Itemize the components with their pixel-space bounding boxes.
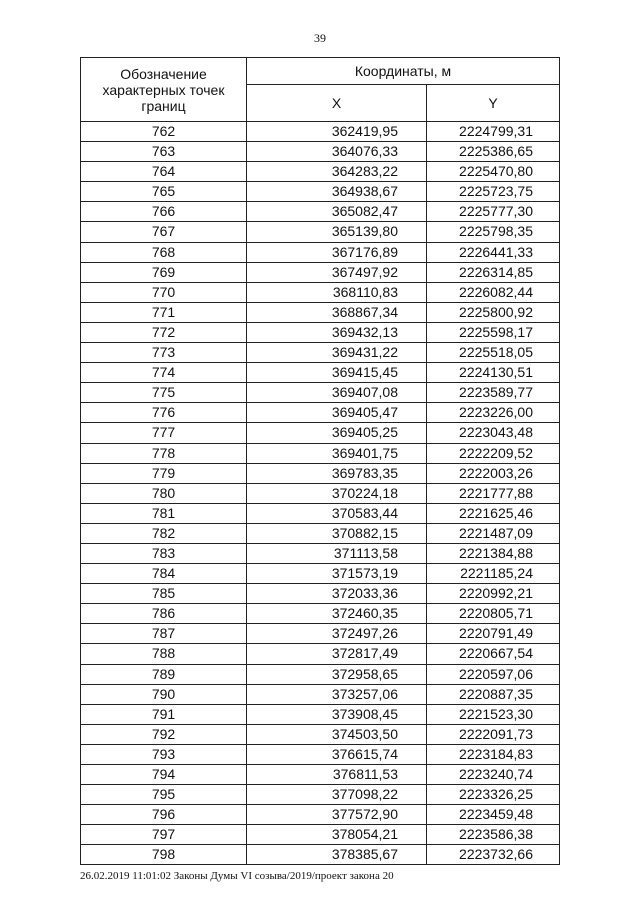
y-cell: 2223586,38 <box>427 825 560 845</box>
point-cell: 775 <box>81 383 247 403</box>
point-cell: 781 <box>81 503 247 523</box>
point-cell: 776 <box>81 403 247 423</box>
x-cell: 372817,49 <box>247 644 427 664</box>
y-cell: 2224130,51 <box>427 363 560 383</box>
x-cell: 364076,33 <box>247 142 427 162</box>
coordinates-table <box>80 57 560 865</box>
x-cell: 374503,50 <box>247 724 427 744</box>
point-cell: 793 <box>81 744 247 764</box>
y-cell: 2222209,52 <box>427 443 560 463</box>
x-cell: 369783,35 <box>247 463 427 483</box>
table-row <box>81 724 560 744</box>
table-row <box>81 584 560 604</box>
point-cell: 788 <box>81 644 247 664</box>
x-cell: 369405,47 <box>247 403 427 423</box>
point-cell: 782 <box>81 523 247 543</box>
y-cell: 2226082,44 <box>427 282 560 302</box>
y-cell: 2221625,46 <box>427 503 560 523</box>
x-cell: 364283,22 <box>247 162 427 182</box>
x-cell: 369401,75 <box>247 443 427 463</box>
point-cell: 795 <box>81 785 247 805</box>
header-x-label: X <box>247 85 427 122</box>
x-cell: 377572,90 <box>247 805 427 825</box>
x-cell: 372958,65 <box>247 664 427 684</box>
table-row <box>81 604 560 624</box>
table-row <box>81 182 560 202</box>
table-row <box>81 744 560 764</box>
x-cell: 365082,47 <box>247 202 427 222</box>
table-row <box>81 322 560 342</box>
table-row <box>81 785 560 805</box>
table-row <box>81 503 560 523</box>
x-cell: 368110,83 <box>247 282 427 302</box>
x-cell: 367497,92 <box>247 262 427 282</box>
point-cell: 792 <box>81 724 247 744</box>
table-row <box>81 483 560 503</box>
y-cell: 2223226,00 <box>427 403 560 423</box>
x-cell: 370583,44 <box>247 503 427 523</box>
y-cell: 2223326,25 <box>427 785 560 805</box>
y-cell: 2220597,06 <box>427 664 560 684</box>
table-row <box>81 403 560 423</box>
point-cell: 798 <box>81 845 247 865</box>
x-cell: 371573,19 <box>247 564 427 584</box>
y-cell: 2225800,92 <box>427 302 560 322</box>
point-cell: 780 <box>81 483 247 503</box>
table-row <box>81 383 560 403</box>
table-row <box>81 122 560 142</box>
table-row <box>81 142 560 162</box>
y-cell: 2221487,09 <box>427 523 560 543</box>
y-cell: 2220992,21 <box>427 584 560 604</box>
y-cell: 2222003,26 <box>427 463 560 483</box>
point-cell: 797 <box>81 825 247 845</box>
y-cell: 2225470,80 <box>427 162 560 182</box>
point-cell: 768 <box>81 242 247 262</box>
y-cell: 2221523,30 <box>427 704 560 724</box>
table-row <box>81 443 560 463</box>
x-cell: 376615,74 <box>247 744 427 764</box>
point-cell: 764 <box>81 162 247 182</box>
y-cell: 2223043,48 <box>427 423 560 443</box>
x-cell: 368867,34 <box>247 302 427 322</box>
y-cell: 2222091,73 <box>427 724 560 744</box>
y-cell: 2221384,88 <box>427 543 560 563</box>
x-cell: 377098,22 <box>247 785 427 805</box>
point-cell: 783 <box>81 543 247 563</box>
point-cell: 791 <box>81 704 247 724</box>
x-cell: 364938,67 <box>247 182 427 202</box>
point-cell: 785 <box>81 584 247 604</box>
y-cell: 2224799,31 <box>427 122 560 142</box>
table-body <box>81 122 560 865</box>
point-cell: 771 <box>81 302 247 322</box>
table-row <box>81 162 560 182</box>
y-cell: 2223240,74 <box>427 765 560 785</box>
y-cell: 2225598,17 <box>427 322 560 342</box>
y-cell: 2225777,30 <box>427 202 560 222</box>
x-cell: 373257,06 <box>247 684 427 704</box>
table-row <box>81 463 560 483</box>
point-cell: 773 <box>81 343 247 363</box>
point-cell: 787 <box>81 624 247 644</box>
y-cell: 2223184,83 <box>427 744 560 764</box>
x-cell: 376811,53 <box>247 765 427 785</box>
table-row <box>81 423 560 443</box>
header-point-label: Обозначение характерных точек границ <box>81 58 247 122</box>
point-cell: 774 <box>81 363 247 383</box>
point-cell: 777 <box>81 423 247 443</box>
point-cell: 789 <box>81 664 247 684</box>
x-cell: 369431,22 <box>247 343 427 363</box>
point-cell: 790 <box>81 684 247 704</box>
page-number: 39 <box>314 31 326 45</box>
x-cell: 378054,21 <box>247 825 427 845</box>
table-row <box>81 282 560 302</box>
y-cell: 2225518,05 <box>427 343 560 363</box>
table-row <box>81 684 560 704</box>
y-cell: 2223589,77 <box>427 383 560 403</box>
header-coords-label: Координаты, м <box>247 58 560 85</box>
y-cell: 2220667,54 <box>427 644 560 664</box>
point-cell: 769 <box>81 262 247 282</box>
table-row <box>81 302 560 322</box>
x-cell: 378385,67 <box>247 845 427 865</box>
table-row <box>81 704 560 724</box>
y-cell: 2223732,66 <box>427 845 560 865</box>
point-cell: 794 <box>81 765 247 785</box>
table-row <box>81 242 560 262</box>
point-cell: 762 <box>81 122 247 142</box>
y-cell: 2220805,71 <box>427 604 560 624</box>
point-cell: 763 <box>81 142 247 162</box>
y-cell: 2221185,24 <box>427 564 560 584</box>
point-cell: 786 <box>81 604 247 624</box>
y-cell: 2220791,49 <box>427 624 560 644</box>
y-cell: 2226441,33 <box>427 242 560 262</box>
point-cell: 767 <box>81 222 247 242</box>
table-row <box>81 805 560 825</box>
table-row <box>81 845 560 865</box>
x-cell: 370224,18 <box>247 483 427 503</box>
y-cell: 2220887,35 <box>427 684 560 704</box>
table-row <box>81 624 560 644</box>
y-cell: 2223459,48 <box>427 805 560 825</box>
footer-stamp: 26.02.2019 11:01:02 Законы Думы VI созыва/2019/проект закона 20 <box>80 870 394 882</box>
point-cell: 778 <box>81 443 247 463</box>
x-cell: 372460,35 <box>247 604 427 624</box>
point-cell: 770 <box>81 282 247 302</box>
table-row <box>81 664 560 684</box>
table-row <box>81 543 560 563</box>
table-row <box>81 523 560 543</box>
point-cell: 796 <box>81 805 247 825</box>
x-cell: 372497,26 <box>247 624 427 644</box>
point-cell: 772 <box>81 322 247 342</box>
point-cell: 766 <box>81 202 247 222</box>
x-cell: 365139,80 <box>247 222 427 242</box>
y-cell: 2225798,35 <box>427 222 560 242</box>
header-y-label: Y <box>427 85 560 122</box>
x-cell: 369415,45 <box>247 363 427 383</box>
point-cell: 784 <box>81 564 247 584</box>
x-cell: 369405,25 <box>247 423 427 443</box>
table-row <box>81 222 560 242</box>
x-cell: 372033,36 <box>247 584 427 604</box>
y-cell: 2221777,88 <box>427 483 560 503</box>
y-cell: 2226314,85 <box>427 262 560 282</box>
point-cell: 765 <box>81 182 247 202</box>
y-cell: 2225723,75 <box>427 182 560 202</box>
table-row <box>81 202 560 222</box>
x-cell: 369432,13 <box>247 322 427 342</box>
table-row <box>81 262 560 282</box>
table-row <box>81 825 560 845</box>
table-row <box>81 343 560 363</box>
x-cell: 362419,95 <box>247 122 427 142</box>
x-cell: 370882,15 <box>247 523 427 543</box>
x-cell: 367176,89 <box>247 242 427 262</box>
table-row <box>81 644 560 664</box>
y-cell: 2225386,65 <box>427 142 560 162</box>
x-cell: 371113,58 <box>247 543 427 563</box>
table-row <box>81 564 560 584</box>
x-cell: 369407,08 <box>247 383 427 403</box>
table-row <box>81 765 560 785</box>
x-cell: 373908,45 <box>247 704 427 724</box>
point-cell: 779 <box>81 463 247 483</box>
table-row <box>81 363 560 383</box>
